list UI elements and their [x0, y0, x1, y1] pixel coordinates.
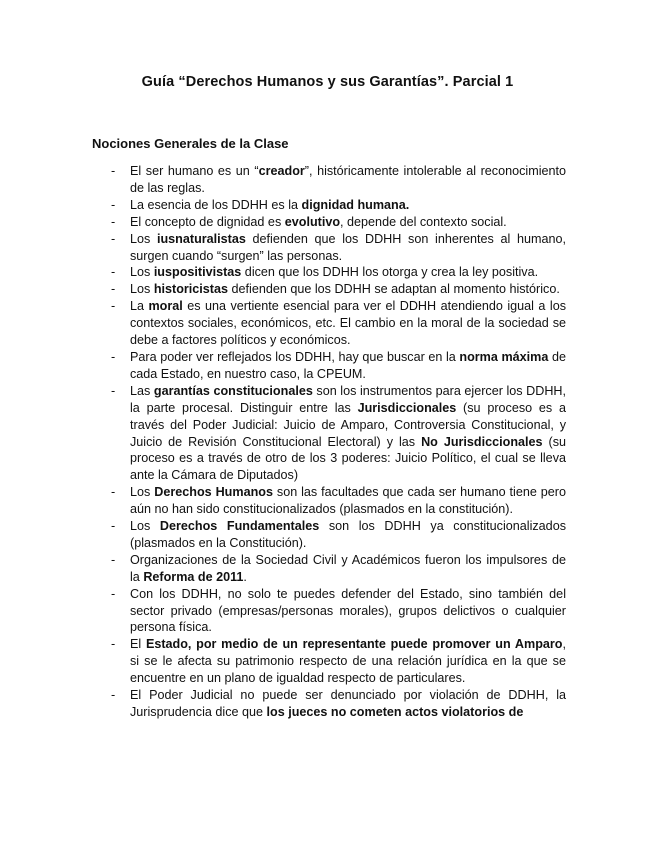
- bullet-dash: -: [111, 214, 116, 229]
- bullet-dash: -: [111, 164, 116, 178]
- list-item: - El concepto de dignidad es evolutivo, depende del contexto social.: [111, 214, 507, 229]
- bullet-dash: -: [111, 349, 116, 364]
- bullet-dash: -: [111, 586, 116, 601]
- bullet-dash: -: [111, 485, 116, 500]
- list-item: - Los iuspositivistas dicen que los DDHH los otorga y crea la ley positiva.: [111, 265, 539, 280]
- bullet-dash: -: [111, 282, 116, 297]
- bullet-dash: -: [111, 688, 116, 703]
- bullet-list: [0, 163, 655, 721]
- list-item: - Los historicistas defienden que los DDHH se adaptan al momento histórico.: [111, 282, 560, 297]
- list-item: - El ser humano es un “creador”, históricamente intolerable al reconocimiento de las reglas.: [111, 164, 567, 195]
- bullet-dash: -: [111, 383, 116, 398]
- bullet-dash: -: [111, 299, 116, 314]
- bullet-dash: -: [111, 519, 116, 534]
- list-item: - Para poder ver reflejados los DDHH, hay que buscar en la norma máxima de cada Estado, en nuestro caso, la CPEUM.: [111, 349, 566, 381]
- list-item: - Organizaciones de la Sociedad Civil y Académicos fueron los impulsores de la Reforma de 2011.: [111, 552, 566, 584]
- bullet-dash: -: [111, 552, 116, 567]
- list-item: - El Poder Judicial no puede ser denunciado por violación de DDHH, la Jurisprudencia dice que los jueces no cometen actos violatorios de: [111, 688, 566, 719]
- list-item: - Los Derechos Fundamentales son los DDHH ya constitucionalizados (plasmados en la Constitución).: [111, 519, 566, 550]
- list-item: - La moral es una vertiente esencial para ver el DDHH atendiendo igual a los contextos sociales, económicos, etc. El cambio en la moral de la sociedad se debe a factores políticos y económicos.: [111, 299, 566, 348]
- list-item: - Los Derechos Humanos son las facultades que cada ser humano tiene pero aún no han sido constitucionalizados (plasmados en la constitución).: [111, 485, 567, 517]
- bullet-dash: -: [111, 265, 116, 280]
- list-item: - Los iusnaturalistas defienden que los DDHH son inherentes al humano, surgen cuando “surgen” las personas.: [111, 231, 566, 263]
- bullet-dash: -: [111, 231, 116, 246]
- bullet-dash: -: [111, 637, 116, 652]
- list-item: - Las garantías constitucionales son los instrumentos para ejercer los DDHH, la parte procesal. Distinguir entre las Jurisdiccionales (su proceso es a través del Poder Judicial: Juicio de Amparo, Controversia Constitucional, y Juicio de Revisión Constitucional Electoral) y las No Jurisdiccionales (su proceso es a través de otro de los 3 poderes: Juicio Político, el cual se lleva ante la Cámara de Diputados): [111, 383, 567, 483]
- list-item: - La esencia de los DDHH es la dignidad humana.: [111, 197, 410, 212]
- bullet-dash: -: [111, 197, 116, 212]
- document-title: Guía “Derechos Humanos y sus Garantías”. Parcial 1: [141, 74, 514, 90]
- list-item: - Con los DDHH, no solo te puedes defender del Estado, sino también del sector privado (empresas/personas morales), grupos delictivos o cualquier persona física.: [111, 586, 566, 635]
- list-item: - El Estado, por medio de un representante puede promover un Amparo, si se le afecta su patrimonio respecto de una relación jurídica en la que se encuentre en un plano de igualdad respecto de particulares.: [111, 637, 566, 686]
- section-heading: Nociones Generales de la Clase: [92, 136, 289, 151]
